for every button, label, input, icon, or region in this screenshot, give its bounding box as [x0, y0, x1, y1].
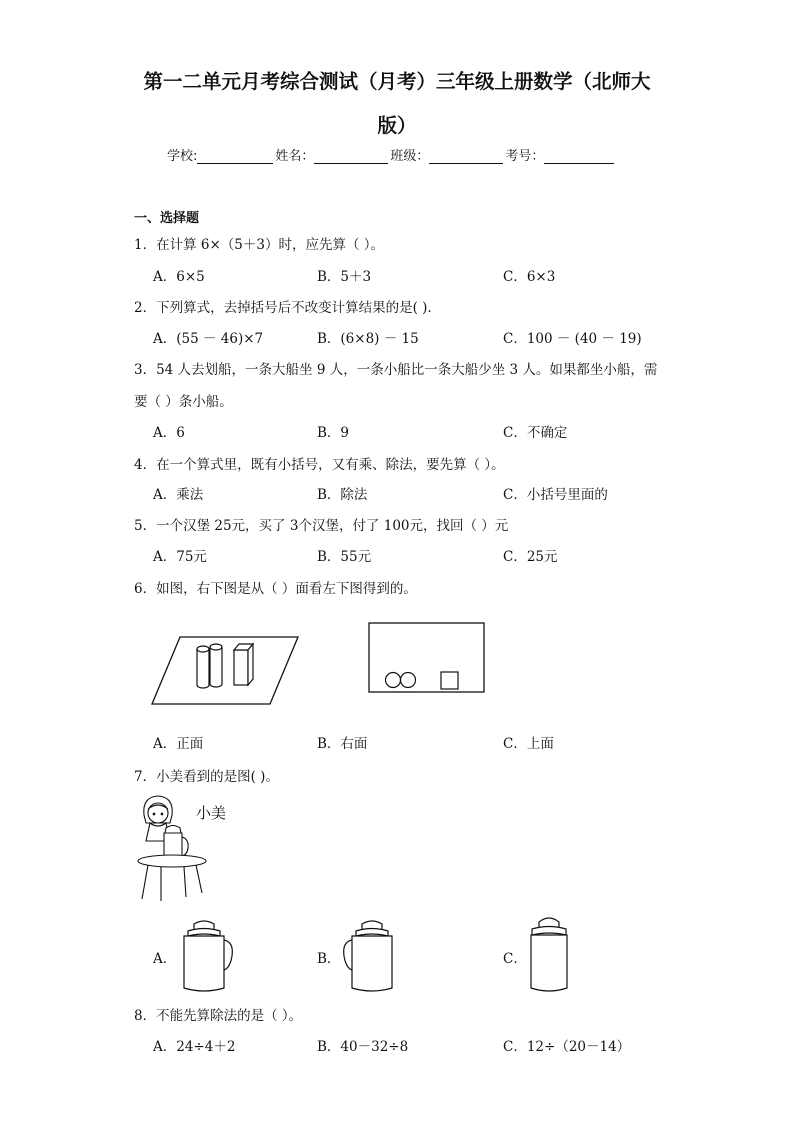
- question-8-option-a[interactable]: A．24÷4＋2: [153, 1039, 236, 1055]
- question-2-stem: 2．下列算式，去掉括号后不改变计算结果的是( ).: [134, 300, 432, 316]
- question-2-option-b[interactable]: B．(6×8) － 15: [317, 331, 419, 347]
- question-7-stem: 7．小美看到的是图( )。: [134, 769, 279, 785]
- question-6-option-b[interactable]: B．右面: [317, 736, 368, 752]
- question-6-option-c[interactable]: C．上面: [503, 736, 554, 752]
- question-1-option-b[interactable]: B．5＋3: [317, 269, 372, 285]
- question-3-option-a[interactable]: A．6: [153, 425, 185, 441]
- question-8-option-c[interactable]: C．12÷（20－14）: [503, 1039, 631, 1055]
- class-blank[interactable]: [429, 150, 503, 164]
- kettle-handle-left-icon: [340, 918, 400, 996]
- question-3-stem-line-1: 3．54 人去划船，一条大船坐 9 人，一条小船比一条大船少坐 3 人。如果都坐小船，需: [134, 362, 658, 378]
- solid-objects-figure: [150, 636, 300, 706]
- question-7-option-c[interactable]: C．: [503, 951, 527, 967]
- school-blank[interactable]: [197, 150, 273, 164]
- square-view-icon: [441, 672, 458, 689]
- number-blank[interactable]: [544, 150, 614, 164]
- question-7-option-a[interactable]: A．: [153, 951, 177, 967]
- kettle-no-handle-icon: [524, 912, 574, 996]
- section-title: 一、选择题: [134, 211, 200, 226]
- question-1-option-c[interactable]: C．6×3: [503, 269, 556, 285]
- kettle-handle-right-icon: [176, 918, 236, 996]
- girl-name-label: 小美: [196, 804, 227, 822]
- question-8-stem: 8．不能先算除法的是（ ）。: [134, 1008, 303, 1024]
- cylinder-right-icon: [210, 644, 222, 687]
- name-label: 姓名：: [275, 149, 315, 164]
- question-4-option-a[interactable]: A．乘法: [153, 487, 204, 503]
- school-label: 学校:: [167, 149, 198, 164]
- question-2-option-a[interactable]: A．(55 － 46)×7: [153, 331, 264, 347]
- question-5-option-a[interactable]: A．75元: [153, 549, 207, 565]
- name-blank[interactable]: [314, 150, 388, 164]
- question-6-stem: 6．如图，右下图是从（ ）面看左下图得到的。: [134, 581, 417, 597]
- page-title-line-1: 第一二单元月考综合测试（月考）三年级上册数学（北师大: [143, 70, 651, 93]
- question-2-option-c[interactable]: C．100 － (40 － 19): [503, 331, 642, 347]
- student-info-row: [167, 145, 616, 164]
- cylinder-left-icon: [197, 646, 209, 688]
- cuboid-icon: [234, 644, 253, 685]
- question-3-option-b[interactable]: B．9: [317, 425, 350, 441]
- question-4-option-b[interactable]: B．除法: [317, 487, 368, 503]
- question-3-stem-line-2: 要（ ）条小船。: [134, 394, 233, 410]
- question-8-option-b[interactable]: B．40－32÷8: [317, 1039, 409, 1055]
- number-label: 考号：: [505, 149, 545, 164]
- question-5-stem: 5．一个汉堡 25元，买了 3个汉堡，付了 100元，找回（ ）元: [134, 518, 509, 534]
- question-1-option-a[interactable]: A．6×5: [153, 269, 205, 285]
- class-label: 班级：: [390, 149, 430, 164]
- view-figure: [368, 622, 486, 694]
- table-icon: [138, 855, 206, 901]
- question-7-option-b[interactable]: B．: [317, 951, 341, 967]
- circle-view-icon: [386, 673, 401, 688]
- base-parallelogram: [152, 637, 298, 704]
- question-1-stem: 1．在计算 6×（5＋3）时，应先算（ ）。: [134, 237, 385, 253]
- question-3-option-c[interactable]: C．不确定: [503, 425, 568, 441]
- question-4-stem: 4．在一个算式里，既有小括号，又有乘、除法，要先算（ ）。: [134, 457, 505, 473]
- question-5-option-c[interactable]: C．25元: [503, 549, 558, 565]
- question-6-option-a[interactable]: A．正面: [153, 736, 204, 752]
- question-5-option-b[interactable]: B．55元: [317, 549, 372, 565]
- question-4-option-c[interactable]: C．小括号里面的: [503, 487, 608, 503]
- page-title-line-2: 版）: [377, 114, 417, 137]
- circle-view-icon: [401, 673, 416, 688]
